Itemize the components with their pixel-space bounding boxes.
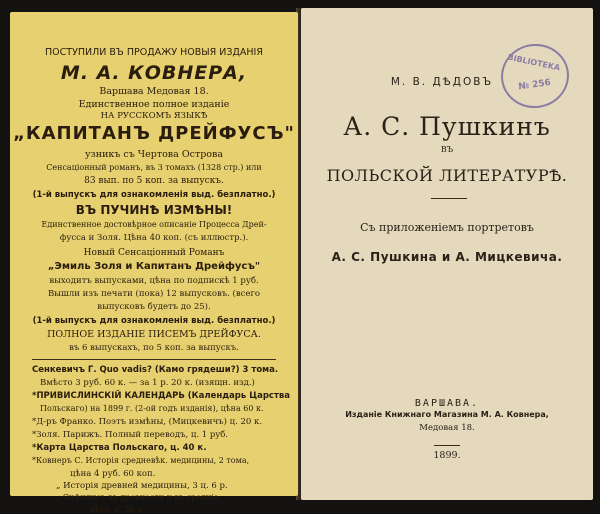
free-issue-note-1: (1-й выпускъ для ознакомленія выд. безплатно.) xyxy=(32,190,276,200)
list-item: *Д-ръ Франко. Поэтъ измѣны, (Мицкевичъ) ц. 20 к. xyxy=(32,417,263,427)
abyss-desc-2: фусса и Золя. Цѣна 40 коп. (съ иллюстр.). xyxy=(59,233,249,243)
abyss-title: ВЪ ПУЧИНѢ ИЗМѢНЫ! xyxy=(75,203,233,217)
book-subtitle: ПОЛЬСКОЙ ЛИТЕРАТУРѢ. xyxy=(326,166,568,185)
stamp-number: № 256 xyxy=(517,77,552,93)
list-item: *ПРИВИСЛИНСКІЙ КАЛЕНДАРЬ (Календарь Царства xyxy=(32,391,291,401)
list-item: Сенкевичъ Г. Quo vadis? (Камо грядеши?) 3 тома. xyxy=(32,365,279,375)
list-item: *Карта Царства Польскаго, ц. 40 к. xyxy=(32,443,207,453)
list-item: цѣна 4 руб. 60 коп. xyxy=(70,469,156,479)
zola-desc-3: выпусковъ будетъ до 25). xyxy=(97,302,211,312)
abyss-desc-1: Единственное достовѣрное описаніе Процесса Дрей- xyxy=(41,220,267,229)
publisher-name: М. А. КОВНЕРА, xyxy=(60,62,248,84)
list-item: *Золя. Парижъ. Полный переводъ, ц. 1 руб. xyxy=(32,430,229,440)
dreyfus-subtitle: узникъ съ Чертова Острова xyxy=(84,149,224,160)
free-issue-note-2: (1-й выпускъ для ознакомленія выд. безплатно.) xyxy=(32,316,276,326)
list-item: Польскаго) на 1899 г. (2-ой годъ изданія), цѣна 60 к. xyxy=(40,404,264,413)
book-title: А. С. Пушкинъ xyxy=(343,112,551,141)
dreyfus-desc-2: 83 вып. по 5 коп. за выпускъ. xyxy=(84,176,224,186)
imprint-address: Медовая 18. xyxy=(419,423,475,433)
appendix-line: Съ приложеніемъ портретовъ xyxy=(360,221,534,234)
dreyfus-title: „КАПИТАНЪ ДРЕЙФУСЪ" xyxy=(13,123,295,144)
zola-desc-1: выходитъ выпусками, цѣна по подпискѣ 1 руб. xyxy=(49,276,259,286)
divider xyxy=(431,198,467,199)
left-page-advertisement xyxy=(10,12,298,514)
year: 1899. xyxy=(433,450,461,461)
divider xyxy=(434,445,460,446)
city: ВАРШАВА. xyxy=(414,398,480,409)
edition-line-2: НА РУССКОМЪ ЯЗЫКѢ xyxy=(100,111,208,121)
portraits-line: А. С. Пушкина и А. Мицкевича. xyxy=(331,250,563,264)
list-item: вѣка, ц. 50 к. xyxy=(90,505,145,514)
right-page-title xyxy=(301,8,593,500)
novel-label: Новый Сенсаціонный Романъ xyxy=(83,248,225,258)
divider xyxy=(32,359,276,360)
stamp-text: BIBLIOTEKA xyxy=(506,52,561,73)
edition-line-1: Единственное полное изданіе xyxy=(78,99,230,110)
dreyfus-desc-1: Сенсаціонный романъ, въ 3 томахъ (1328 стр.) или xyxy=(46,163,262,172)
list-item: Вмѣсто 3 руб. 60 к. — за 1 р. 20 к. (изящн. изд.) xyxy=(40,378,255,388)
zola-desc-2: Вышли изъ печати (пока) 12 выпусковъ. (всего xyxy=(47,289,261,299)
library-stamp xyxy=(497,40,573,113)
author: М. В. ДѢДОВЪ xyxy=(390,76,494,88)
list-item: *Ковнеръ С. Исторія средневѣк. медицины, 2 тома, xyxy=(32,456,250,465)
title-preposition: ВЪ xyxy=(440,145,454,154)
letters-desc: въ 6 выпускахъ, по 5 коп. за выпускъ. xyxy=(69,343,239,353)
list-item: „ Исторія древней медицины, 3 ц. 6 р. xyxy=(56,481,228,491)
publisher-address: Варшава Медовая 18. xyxy=(99,86,209,97)
zola-title: „Эмиль Золя и Капитанъ Дрейфусъ" xyxy=(47,261,261,272)
imprint: Изданіе Книжнаго Магазина М. А. Ковнера, xyxy=(345,410,549,419)
list-item: „ Сифилисъ въ древности и въ средніе xyxy=(56,493,219,502)
header: ПОСТУПИЛИ ВЪ ПРОДАЖУ НОВЫЯ ИЗДАНІЯ xyxy=(45,47,263,58)
letters-title: ПОЛНОЕ ИЗДАНІЕ ПИСЕМЪ ДРЕЙФУСА. xyxy=(47,329,261,340)
